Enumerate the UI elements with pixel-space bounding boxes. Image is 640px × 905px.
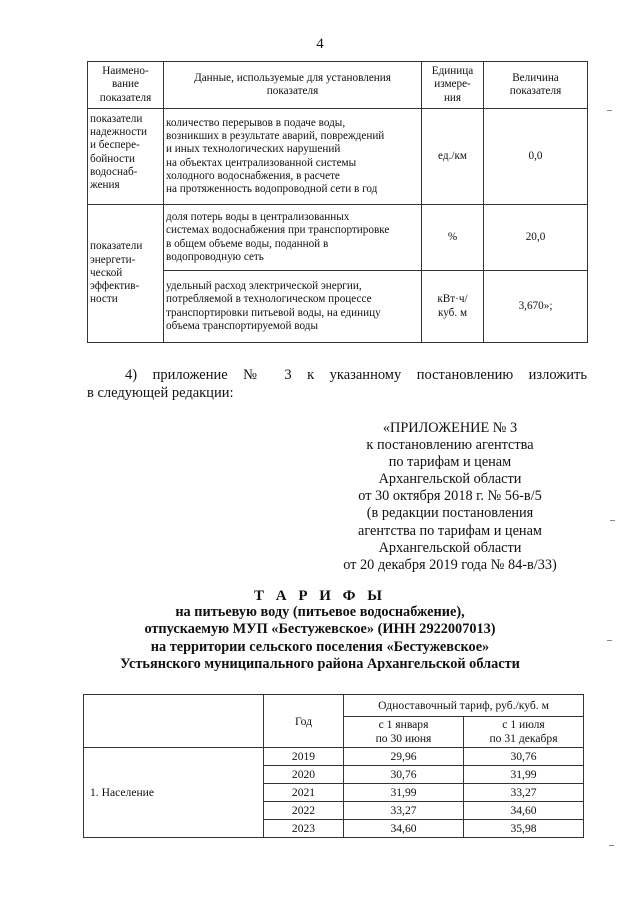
tariffs-subtitle-line: на территории сельского поселения «Бестужевское» <box>150 638 490 655</box>
tariff-header-group: Одноставочный тариф, руб./куб. м <box>344 695 584 717</box>
text-line: Данные, используемые для установления <box>194 71 391 84</box>
reliability-unit <box>422 109 484 205</box>
margin-mark <box>610 520 615 521</box>
text-line: показателя <box>266 85 319 97</box>
header-unit <box>422 62 484 109</box>
tariff-h2-value: 35,98 <box>464 820 584 838</box>
text-line: потребляемой в технологическом процессе <box>166 293 372 306</box>
text-line: Наимено- <box>102 65 149 78</box>
tariff-header-row-1 <box>84 695 584 717</box>
tariff-year: 2020 <box>264 766 344 784</box>
tariffs-subtitle <box>40 604 600 673</box>
text-line: по 30 июня <box>375 732 432 745</box>
text-line: Единица <box>431 65 474 78</box>
text-line: транспортировки питьевой воды, на единицу <box>166 306 381 319</box>
paragraph-line-1: 4) приложение № 3 к указанному постановлению изложить <box>125 367 587 383</box>
tariffs-subtitle-line: на питьевую воду (питьевое водоснабжение), <box>175 604 465 620</box>
annex-line: по тарифам и ценам <box>388 454 512 471</box>
tariff-h1-value: 29,96 <box>344 748 464 766</box>
annex-line: (в редакции постановления <box>366 505 534 522</box>
annex-line: агентства по тарифам и ценам <box>358 522 542 539</box>
text-line: водоснаб- <box>90 165 138 178</box>
losses-unit <box>422 205 484 271</box>
tariff-header-h1 <box>344 717 464 748</box>
tariff-h1-value: 34,60 <box>344 820 464 838</box>
indicators-table <box>87 61 588 343</box>
tariff-header-h2 <box>464 717 584 748</box>
text-line: удельный расход электрической энергии, <box>166 280 362 293</box>
text-line: эффектив- <box>90 280 140 293</box>
text-line: ческой <box>90 266 123 279</box>
reliability-row <box>88 109 588 205</box>
text-line: с 1 июля <box>502 718 545 731</box>
tariff-h1-value: 33,27 <box>344 802 464 820</box>
tariff-h1-value: 30,76 <box>344 766 464 784</box>
text-line: ния <box>443 91 462 104</box>
annex-line: Архангельской области <box>378 539 522 556</box>
text-line: ности <box>90 293 118 306</box>
tariff-h2-value: 30,76 <box>464 748 584 766</box>
annex-line: к постановлению агентства <box>366 437 534 454</box>
tariff-h1-value: 31,99 <box>344 784 464 802</box>
text-line: надежности <box>90 126 148 139</box>
energy-value <box>484 271 588 343</box>
margin-mark <box>607 110 612 111</box>
text-line: на объектах централизованной системы <box>166 156 357 169</box>
text-line: показателя <box>99 91 152 104</box>
text-line: 3,670»; <box>518 299 553 312</box>
text-line: жения <box>90 179 120 192</box>
text-line: измере- <box>434 78 471 91</box>
tariffs-subtitle-line: Устьянского муниципального района Архангельской области <box>120 655 520 672</box>
text-line: Величина <box>512 71 559 84</box>
tariff-table <box>83 694 584 838</box>
text-line: показатели <box>90 113 143 125</box>
reliability-category <box>88 109 164 205</box>
tariff-header-empty <box>84 695 264 748</box>
text-line: % <box>447 230 458 243</box>
annex-heading <box>320 420 580 574</box>
energy-data <box>164 271 422 343</box>
text-line: в общем объеме воды, поданной в <box>166 237 329 250</box>
text-line: 20,0 <box>525 230 546 243</box>
margin-mark <box>607 640 612 641</box>
text-line: бойности <box>90 152 135 165</box>
text-line: энергети- <box>90 253 136 266</box>
header-value <box>484 62 588 109</box>
text-line: кВт·ч/ <box>437 293 468 306</box>
text-line: водопроводную сеть <box>166 250 264 263</box>
annex-line: Архангельской области <box>378 471 522 488</box>
text-line: объема транспортируемой воды <box>166 319 318 332</box>
margin-mark <box>609 845 614 846</box>
tariff-h2-value: 34,60 <box>464 802 584 820</box>
text-line: показатели <box>90 240 143 253</box>
paragraph <box>87 366 587 402</box>
tariff-h2-value: 31,99 <box>464 766 584 784</box>
text-line: доля потерь воды в централизованных <box>166 211 350 224</box>
annex-line: «ПРИЛОЖЕНИЕ № 3 <box>382 420 518 436</box>
text-line: по 31 декабря <box>489 732 558 745</box>
tariff-row <box>84 748 584 766</box>
text-line: показателя <box>509 85 562 97</box>
text-line: и иных технологических нарушений <box>166 143 341 156</box>
energy-unit <box>422 271 484 343</box>
text-line: на протяженность водопроводной сети в год <box>166 182 378 195</box>
page-number: 4 <box>316 36 324 52</box>
efficiency-row-losses <box>88 205 588 271</box>
tariff-year: 2019 <box>264 748 344 766</box>
tariff-year: 2023 <box>264 820 344 838</box>
annex-line: от 20 декабря 2019 года № 84-в/33) <box>343 556 557 573</box>
header-indicator-name <box>88 62 164 109</box>
reliability-data <box>164 109 422 205</box>
tariff-header-year: Год <box>264 695 344 748</box>
text-line: вание <box>111 78 140 91</box>
losses-value <box>484 205 588 271</box>
header-data <box>164 62 422 109</box>
tariff-h2-value: 33,27 <box>464 784 584 802</box>
text-line: системах водоснабжения при транспортировке <box>166 224 390 237</box>
text-line: с 1 января <box>378 718 429 731</box>
tariff-year: 2022 <box>264 802 344 820</box>
paragraph-line-2: в следующей редакции: <box>87 385 234 401</box>
text-line: количество перерывов в подаче воды, <box>166 116 346 129</box>
text-line: куб. м <box>437 306 468 319</box>
text-line: 0,0 <box>528 149 543 162</box>
tariff-category: 1. Население <box>84 748 264 838</box>
tariff-year: 2021 <box>264 784 344 802</box>
text-line: возникших в результате аварий, повреждений <box>166 130 385 143</box>
text-line: холодного водоснабжения, в расчете <box>166 169 340 182</box>
reliability-value <box>484 109 588 205</box>
tariffs-subtitle-line: отпускаемую МУП «Бестужевское» (ИНН 2922007013) <box>144 621 496 638</box>
text-line: и беспере- <box>90 139 140 152</box>
tariffs-title: Т А Р И Ф Ы <box>253 588 387 604</box>
text-line: ед./км <box>438 149 467 162</box>
efficiency-category <box>88 205 164 343</box>
losses-data <box>164 205 422 271</box>
annex-line: от 30 октября 2018 г. № 56-в/5 <box>358 488 542 505</box>
indicators-header-row <box>88 62 588 109</box>
